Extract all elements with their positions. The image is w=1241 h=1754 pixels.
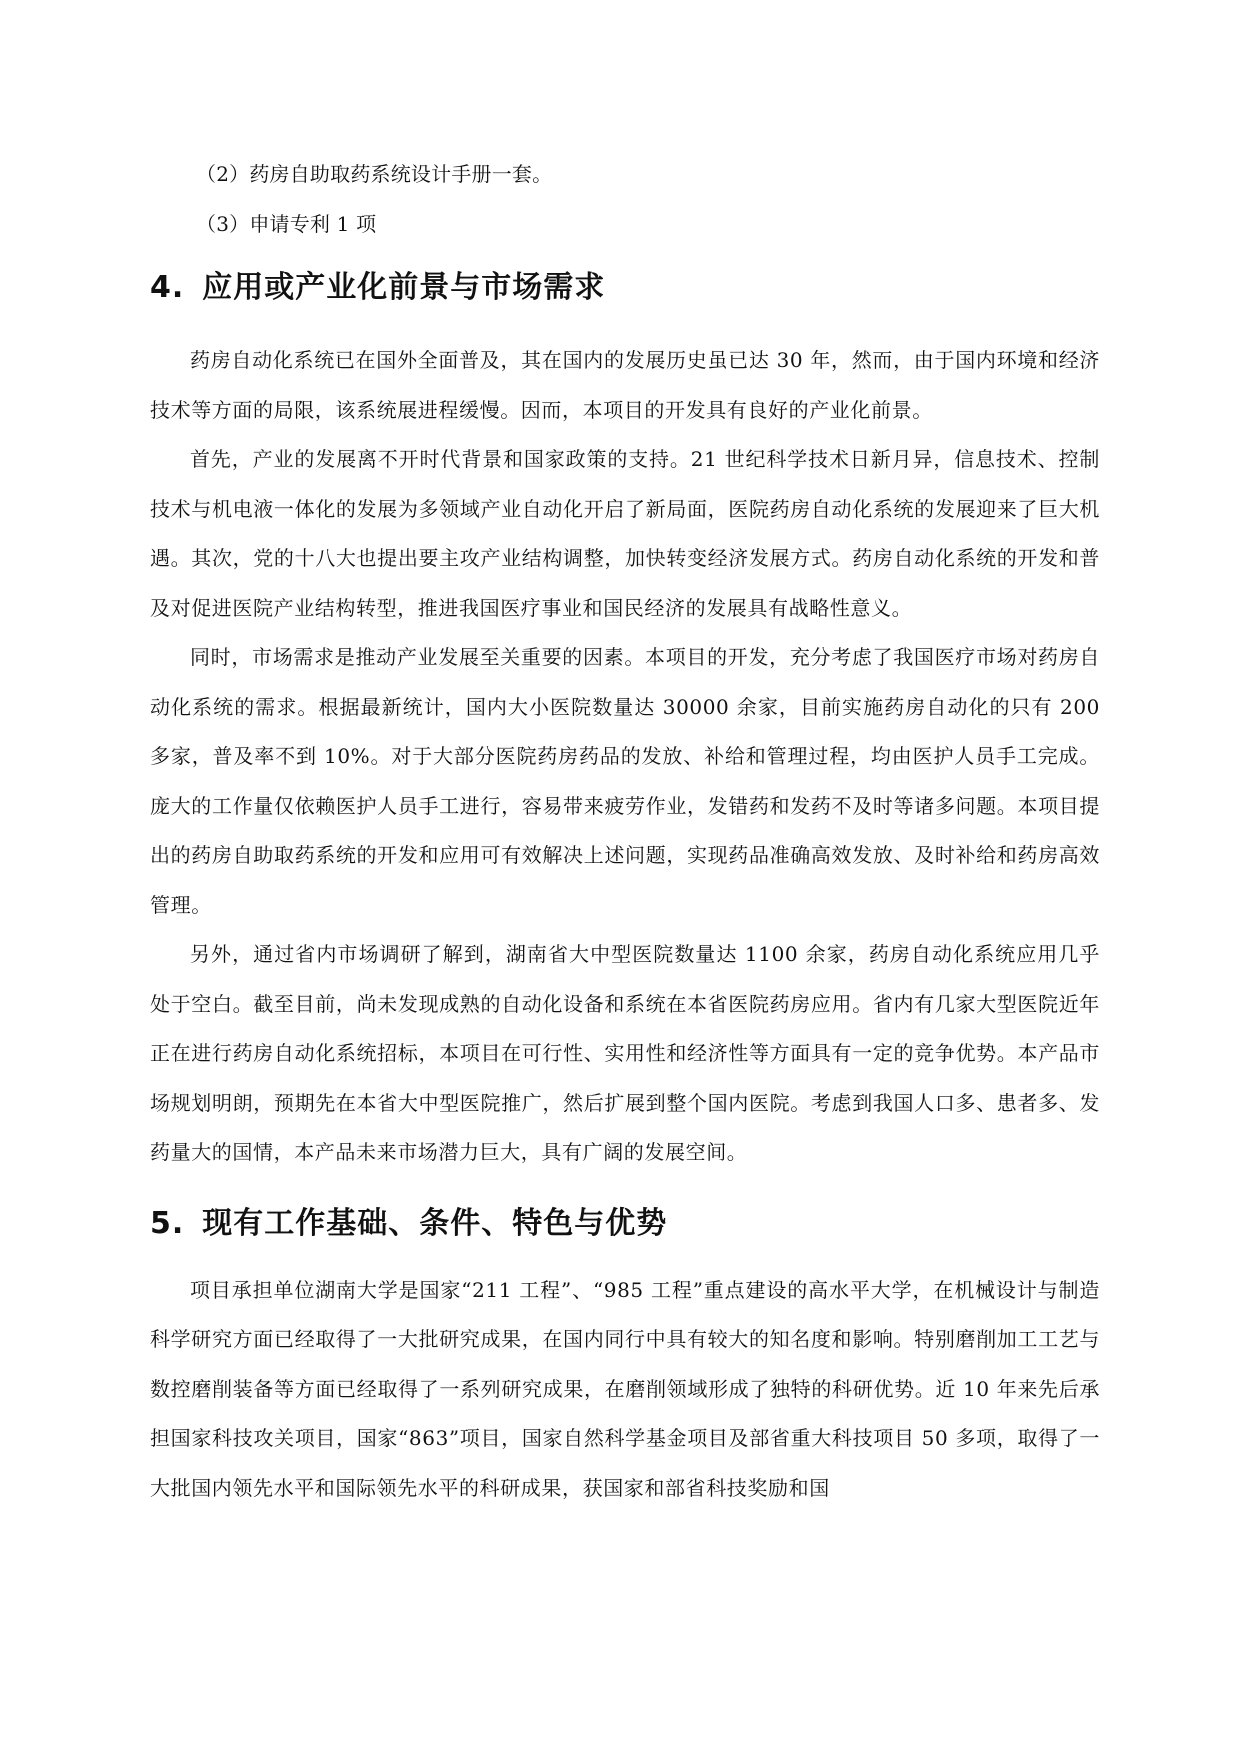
section-4-title: 应用或产业化前景与市场需求 [202,270,606,305]
section-5-paragraph: 项目承担单位湖南大学是国家“211 工程”、“985 工程”重点建设的高水平大学，在机械设计与制造科学研究方面已经取得了一大批研究成果，在国内同行中具有较大的知名度和影响。特别磨削加工工艺与数控磨削装备等方面已经取得了一系列研究成果，在磨削领域形成了独特的科研优势。近 10 年来先后承担国家科技攻关项目，国家“863”项目，国家自然科学基金项目及部省重大科技项目 50 多项，取得了一大批国内领先水平和国际领先水平的科研成果，获国家和部省科技奖励和国 [150,1277,1100,1500]
section-5-number: 5. [150,1205,185,1241]
section-4-heading [150,268,1100,308]
list-item-patent: （3）申请专利 1 项 [196,212,377,236]
section-5-heading [150,1204,1100,1244]
document-body [150,160,1100,1513]
list-item-design-manual: （2）药房自助取药系统设计手册一套。 [196,162,553,186]
section-4-paragraph: 药房自动化系统已在国外全面普及，其在国内的发展历史虽已达 30 年，然而，由于国内环境和经济技术等方面的局限，该系统展进程缓慢。因而，本项目的开发具有良好的产业化前景。 [150,348,1100,422]
section-4-paragraph: 另外，通过省内市场调研了解到，湖南省大中型医院数量达 1100 余家，药房自动化系统应用几乎处于空白。截至目前，尚未发现成熟的自动化设备和系统在本省医院药房应用。省内有几家大型医院近年正在进行药房自动化系统招标，本项目在可行性、实用性和经济性等方面具有一定的竞争优势。本产品市场规划明朗，预期先在本省大中型医院推广，然后扩展到整个国内医院。考虑到我国人口多、患者多、发药量大的国情，本产品未来市场潜力巨大，具有广阔的发展空间。 [150,942,1100,1164]
section-5-title: 现有工作基础、条件、特色与优势 [202,1205,668,1241]
section-4-paragraph: 同时，市场需求是推动产业发展至关重要的因素。本项目的开发，充分考虑了我国医疗市场对药房自动化系统的需求。根据最新统计，国内大小医院数量达 30000 余家，目前实施药房自动化的只有 200 多家，普及率不到 10%。对于大部分医院药房药品的发放、补给和管理过程，均由医护人员手工完成。庞大的工作量仅依赖医护人员手工进行，容易带来疲劳作业，发错药和发药不及时等诸多问题。本项目提出的药房自助取药系统的开发和应用可有效解决上述问题，实现药品准确高效发放、及时补给和药房高效管理。 [150,645,1100,917]
section-4-paragraph: 首先，产业的发展离不开时代背景和国家政策的支持。21 世纪科学技术日新月异，信息技术、控制技术与机电液一体化的发展为多领域产业自动化开启了新局面，医院药房自动化系统的发展迎来了巨大机遇。其次，党的十八大也提出要主攻产业结构调整，加快转变经济发展方式。药房自动化系统的开发和普及对促进医院产业结构转型，推进我国医疗事业和国民经济的发展具有战略性意义。 [150,447,1100,620]
section-4-number: 4. [150,270,185,305]
